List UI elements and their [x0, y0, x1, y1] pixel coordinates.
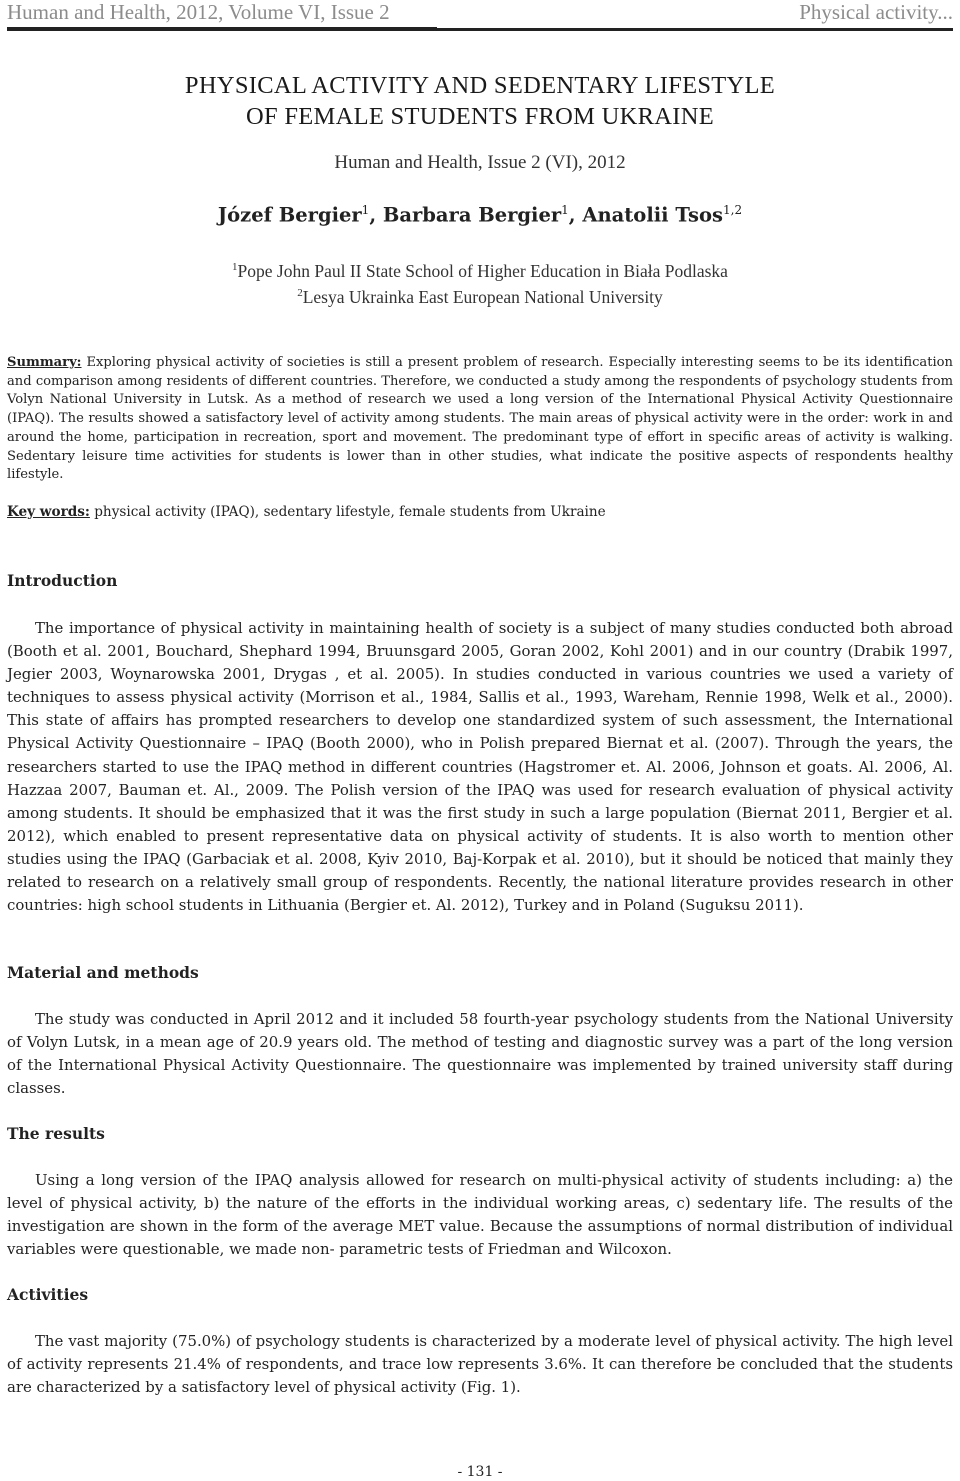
affiliation-mark: 2 — [297, 287, 303, 300]
keywords-label: Key words: — [7, 504, 90, 520]
affiliation-mark: 1 — [232, 261, 238, 274]
abstract — [7, 354, 953, 485]
running-header — [7, 0, 953, 26]
short-title: Physical activity... — [799, 0, 953, 24]
author-name: Anatolii Tsos — [582, 203, 724, 227]
affiliation — [0, 261, 960, 282]
issue-line: Human and Health, Issue 2 (VI), 2012 — [334, 152, 626, 173]
section-heading-results: The results — [7, 1124, 105, 1143]
section-heading-methods: Material and methods — [7, 963, 199, 982]
article-title — [0, 70, 960, 132]
author-name: Józef Bergier — [217, 203, 362, 227]
methods-paragraph: The study was conducted in April 2012 and it included 58 fourth-year psychology students from the National University of Volyn Lutsk, in a mean age of 20.9 years old. The method of testing and diagnostic survey was a part of the long version of the International Physical Activity Questionnaire. The questionnaire was implemented by trained university staff during classes. — [7, 1010, 953, 1098]
section-heading-activities: Activities — [7, 1285, 89, 1304]
title-line-1: PHYSICAL ACTIVITY AND SEDENTARY LIFESTYLE — [184, 72, 776, 99]
affiliation — [0, 287, 960, 308]
abstract-label: Summary: — [7, 355, 82, 370]
title-line-2: OF FEMALE STUDENTS FROM UKRAINE — [245, 103, 715, 130]
author-affiliation-mark: 1 — [361, 203, 370, 217]
activities-paragraph: The vast majority (75.0%) of psychology students is characterized by a moderate level of physical activity. The high level of activity represents 21.4% of respondents, and trace low represents 3.6%. It can therefore be concluded that the students are characterized by a satisfactory level of physical activity (Fig. 1). — [7, 1332, 953, 1397]
author-name: Barbara Bergier — [382, 203, 562, 227]
page-number: - 131 - — [457, 1464, 503, 1480]
author-affiliation-mark: 1,2 — [723, 203, 743, 217]
journal-citation: Human and Health, 2012, Volume VI, Issue 2 — [7, 0, 390, 24]
keywords — [7, 504, 953, 520]
author-affiliation-mark: 1 — [561, 203, 569, 217]
results-paragraph: Using a long version of the IPAQ analysis allowed for research on multi-physical activity of students including: a) the level of physical activity, b) the nature of the efforts in the individual working areas, c) sedentary life. The results of the investigation are shown in the form of the average MET value. Because the assumptions of normal distribution of individual variables were questionable, we made non- parametric tests of Friedman and Wilcoxon. — [7, 1171, 953, 1259]
affiliation-text: Pope John Paul II State School of Higher Education in Biała Podlaska — [237, 261, 728, 281]
header-rule-accent — [7, 27, 437, 31]
introduction-paragraph: The importance of physical activity in maintaining health of society is a subject of many studies conducted both abroad (Booth et al. 2001, Bouchard, Shephard 1994, Bruunsgard 2005, Goran 2002, Kohl 2001) and in our country (Drabik 1997, Jegier 2003, Woynarowska 2001, Drygas , et al. 2005). In studies conducted in various countries we used a variety of techniques to assess physical activity (Morrison et al., 1984, Sallis et al., 1993, Wareham, Rennie 1998, Welk et al., 2000). This state of affairs has prompted researchers to develop one standardized system of such assessment, the International Physical Activity Questionnaire – IPAQ (Booth 2000), who in Polish prepared Biernat et al. (2007). Through the years, the researchers started to use the IPAQ method in different countries (Hagstromer et. Al. 2006, Johnson et goats. Al. 2006, Al. Hazzaa 2007, Bauman et. Al., 2009. The Polish version of the IPAQ was used for research evaluation of physical activity among students. It should be emphasized that it was the first study in such a large population (Biernat 2011, Bergier et al. 2012), which enabled to present representative data on physical activity of students. It is also worth to mention other studies using the IPAQ (Garbaciak et al. 2008, Kyiv 2010, Baj-Korpak et al. 2010), but it should be noticed that mainly they related to research on a relatively small group of respondents. Recently, the national literature provides research in other countries: high school students in Lithuania (Bergier et. Al. 2012), Turkey and in Poland (Suguksu 2011). — [7, 619, 953, 915]
author-list: Józef Bergier$^1$, Barbara Bergier$^1$, Anatolii Tsos$^{1,2}$ — [217, 203, 743, 227]
keywords-text: physical activity (IPAQ), sedentary lifestyle, female students from Ukraine — [94, 504, 606, 520]
section-heading-introduction: Introduction — [7, 571, 118, 590]
affiliation-text: Lesya Ukrainka East European National University — [302, 287, 663, 307]
abstract-text: Exploring physical activity of societies is still a present problem of research. Especially interesting seems to be its identification and comparison among residents of different countries. Therefore, we conducted a study among the respondents of psychology students from Volyn National University in Lutsk. As a method of research we used a long version of the International Physical Activity Questionnaire (IPAQ). The results showed a satisfactory level of activity among students. The main areas of physical activity were in the order: work in and around the home, participation in recreation, sport and movement. The predominant type of effort in specific areas of activity is walking. Sedentary leisure time activities for students is lower than in other studies, what indicate the positive aspects of respondents healthy lifestyle. — [7, 355, 953, 483]
